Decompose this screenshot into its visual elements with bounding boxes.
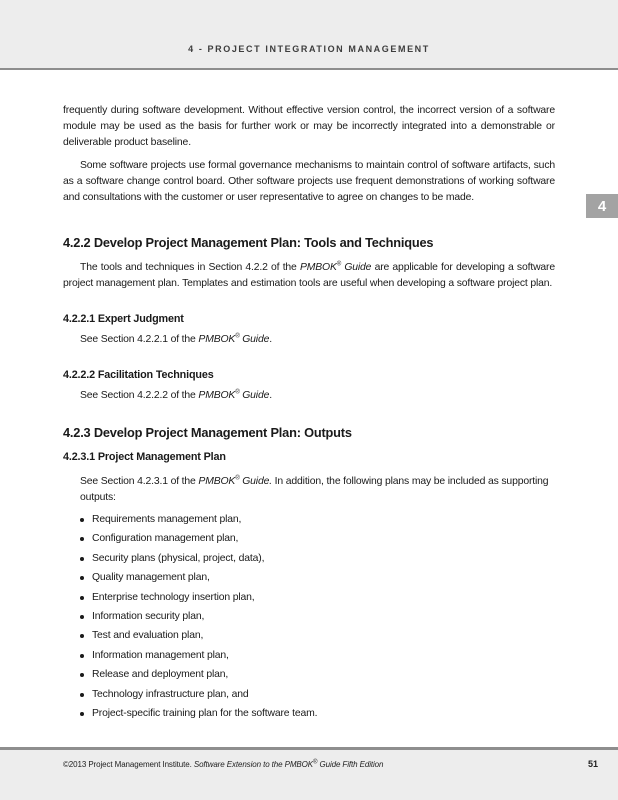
bullet-icon (80, 576, 84, 580)
running-head (0, 0, 618, 68)
bullet-icon (80, 712, 84, 716)
bullet-icon (80, 596, 84, 600)
bullet-icon (80, 557, 84, 561)
list-item: Requirements management plan, (63, 510, 555, 529)
section-heading-4-2-3: 4.2.3 Develop Project Management Plan: Outputs (63, 425, 352, 440)
list-item: Enterprise technology insertion plan, (63, 588, 555, 607)
list-item: Configuration management plan, (63, 529, 555, 548)
list-item: Information management plan, (63, 646, 555, 665)
bullet-icon (80, 693, 84, 697)
section-intro: The tools and techniques in Section 4.2.2 of the PMBOK® Guide are applicable for developing a software project management plan. Templates and estimation tools are useful when developing a software project plan. (63, 261, 555, 289)
cross-reference: See Section 4.2.2.1 of the PMBOK® Guide. (80, 333, 272, 345)
body-paragraph: Some software projects use formal governance mechanisms to maintain control of software artifacts, such as a software change control board. Other software projects use frequent demonstrations of working software and consultations with the customer or user representative to agree on changes to be made. (63, 160, 555, 203)
bullet-icon (80, 673, 84, 677)
list-item: Release and deployment plan, (63, 665, 555, 684)
subsection-heading-4-2-2-1: 4.2.2.1 Expert Judgment (63, 313, 184, 325)
list-item: Test and evaluation plan, (63, 626, 555, 645)
chapter-tab: 4 (586, 194, 618, 218)
page-body (63, 103, 555, 723)
list-item: Project-specific training plan for the software team. (63, 704, 555, 723)
list-item: Information security plan, (63, 607, 555, 626)
outputs-intro: See Section 4.2.3.1 of the PMBOK® Guide. In addition, the following plans may be included as supporting outputs: (80, 475, 549, 503)
footer (0, 750, 618, 800)
list-item: Quality management plan, (63, 568, 555, 587)
running-head-title: 4 - PROJECT INTEGRATION MANAGEMENT (188, 44, 430, 54)
header-rule (0, 68, 618, 70)
cross-reference: See Section 4.2.2.2 of the PMBOK® Guide. (80, 389, 272, 401)
bullet-icon (80, 518, 84, 522)
bullet-icon (80, 615, 84, 619)
subsection-heading-4-2-3-1: 4.2.3.1 Project Management Plan (63, 451, 226, 463)
section-heading-4-2-2: 4.2.2 Develop Project Management Plan: Tools and Techniques (63, 235, 434, 250)
supporting-plans-list (63, 510, 555, 723)
list-item: Security plans (physical, project, data), (63, 549, 555, 568)
bullet-icon (80, 634, 84, 638)
footer-citation: ©2013 Project Management Institute. Software Extension to the PMBOK® Guide Fifth Edition (63, 759, 384, 769)
list-item: Technology infrastructure plan, and (63, 685, 555, 704)
bullet-icon (80, 654, 84, 658)
page-number: 51 (587, 759, 598, 769)
body-paragraph: frequently during software development. Without effective version control, the incorrect version of a software module may be used as the basis for further work or may be incorrectly integrated into a demonstrable or deliverable product baseline. (63, 105, 555, 148)
subsection-heading-4-2-2-2: 4.2.2.2 Facilitation Techniques (63, 369, 214, 381)
bullet-icon (80, 537, 84, 541)
